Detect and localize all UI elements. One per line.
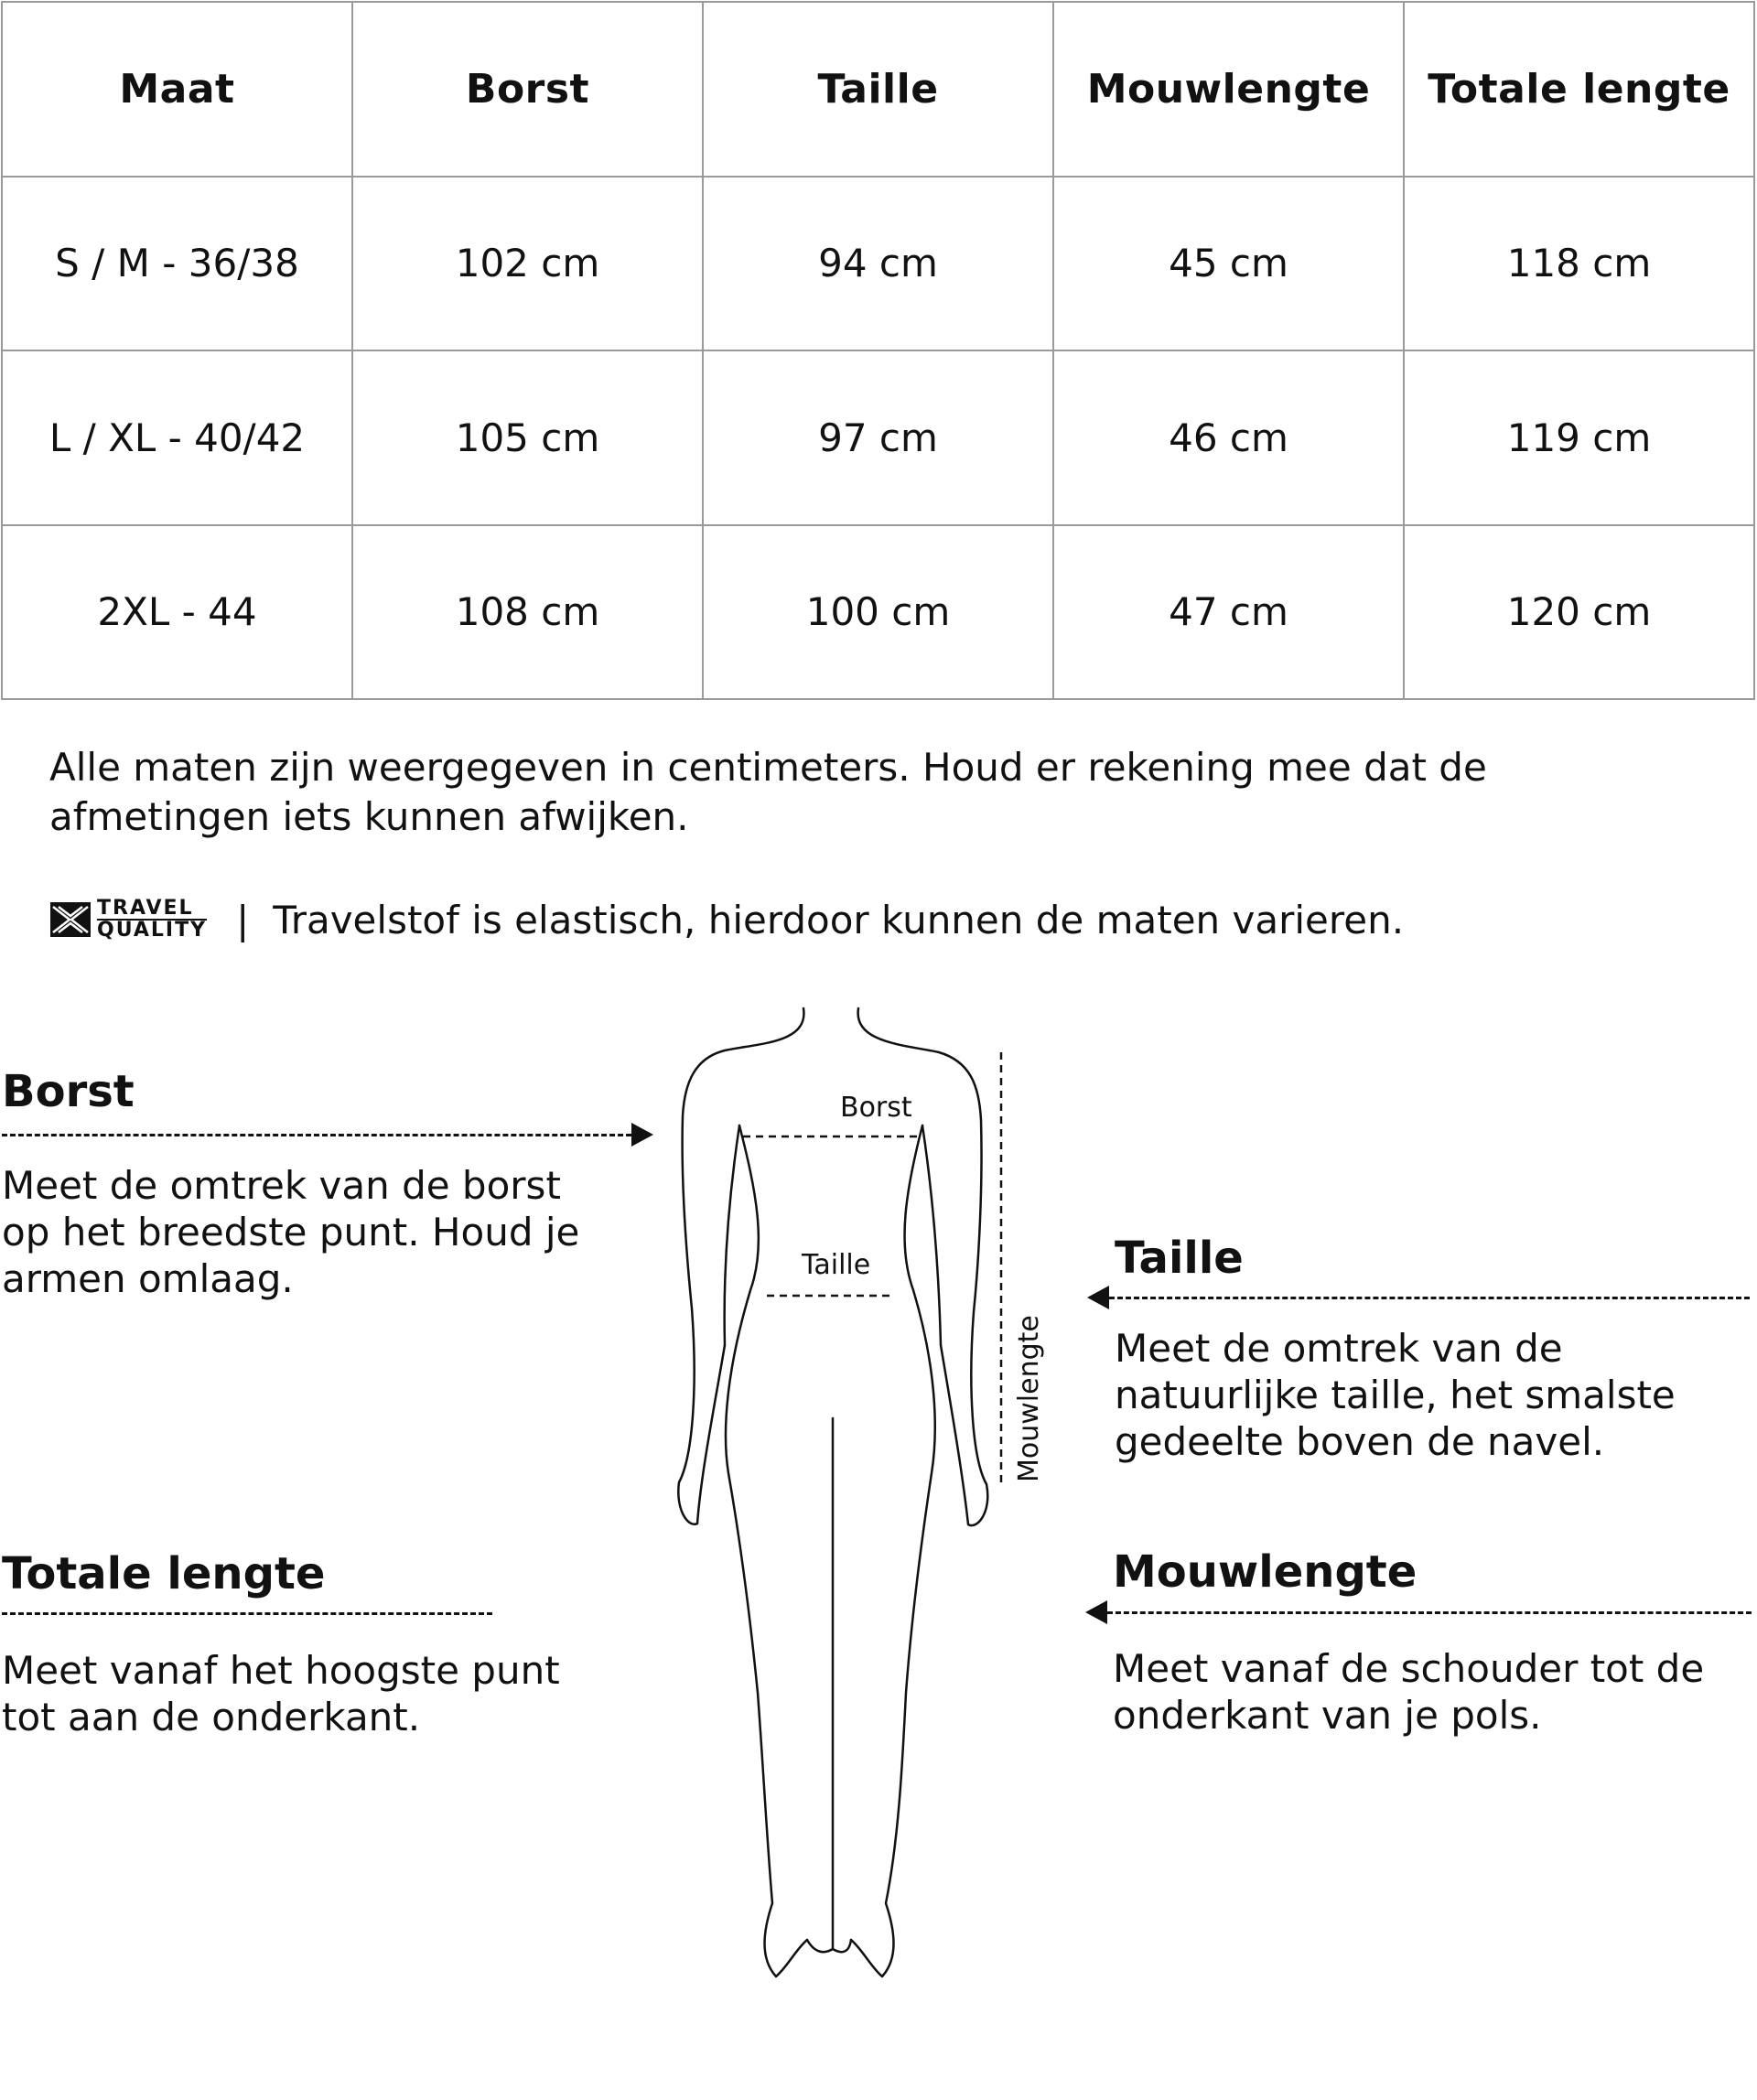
header-totale-lengte: Totale lengte — [1404, 2, 1754, 177]
taille-desc-line: gedeelte boven de navel. — [1115, 1419, 1605, 1464]
travel-quality-row — [49, 892, 1404, 947]
figure-label-mouwlengte: Mouwlengte — [1013, 1315, 1045, 1482]
borst-description — [2, 1162, 579, 1302]
cell-maat: L / XL - 40/42 — [2, 350, 352, 525]
header-taille: Taille — [703, 2, 1053, 177]
figure-label-borst: Borst — [840, 1092, 912, 1124]
cell-taille: 100 cm — [703, 525, 1053, 700]
totale-lengte-description — [2, 1647, 560, 1740]
taille-dashed-line — [1109, 1297, 1750, 1299]
figure-inner-arm-right — [922, 1125, 941, 1345]
travel-separator: | — [236, 897, 250, 942]
taille-description — [1115, 1325, 1676, 1465]
cell-mouwlengte: 45 cm — [1053, 177, 1404, 351]
borst-desc-line: armen omlaag. — [2, 1256, 294, 1301]
cell-borst: 105 cm — [352, 350, 703, 525]
cell-totale-lengte: 119 cm — [1404, 350, 1754, 525]
taille-title: Taille — [1115, 1233, 1244, 1284]
borst-title: Borst — [2, 1066, 135, 1117]
mouwlengte-desc-line: Meet vanaf de schouder tot de — [1113, 1646, 1705, 1691]
cell-mouwlengte: 46 cm — [1053, 350, 1404, 525]
cell-totale-lengte: 118 cm — [1404, 177, 1754, 351]
taille-arrow-icon — [1087, 1286, 1109, 1309]
totale-lengte-desc-line: Meet vanaf het hoogste punt — [2, 1648, 560, 1693]
header-borst: Borst — [352, 2, 703, 177]
travel-quality-logo — [49, 899, 207, 941]
mouwlengte-title: Mouwlengte — [1113, 1546, 1417, 1598]
cell-borst: 108 cm — [352, 525, 703, 700]
figure-label-taille: Taille — [802, 1249, 871, 1281]
logo-line-travel: TRAVEL — [97, 899, 207, 921]
figure-leg-divider — [807, 1418, 851, 1952]
table-row — [2, 525, 1754, 700]
header-mouwlengte: Mouwlengte — [1053, 2, 1404, 177]
table-row — [2, 177, 1754, 351]
table-row — [2, 350, 1754, 525]
figure-inner-arm-left — [725, 1125, 739, 1345]
cell-maat: 2XL - 44 — [2, 525, 352, 700]
cell-maat: S / M - 36/38 — [2, 177, 352, 351]
travel-quality-logo-text — [97, 899, 207, 941]
body-figure — [641, 997, 1080, 2059]
travel-quality-logo-icon — [49, 901, 92, 938]
cell-borst: 102 cm — [352, 177, 703, 351]
totale-lengte-desc-line: tot aan de onderkant. — [2, 1695, 421, 1739]
figure-outline-right — [858, 1008, 988, 1525]
borst-dashed-line — [2, 1134, 631, 1136]
cell-taille: 94 cm — [703, 177, 1053, 351]
totale-lengte-dashed-line — [2, 1612, 492, 1615]
taille-desc-line: Meet de omtrek van de — [1115, 1326, 1563, 1371]
mouwlengte-desc-line: onderkant van je pols. — [1113, 1693, 1542, 1738]
header-maat: Maat — [2, 2, 352, 177]
size-table — [1, 1, 1755, 700]
figure-outline-left — [678, 1008, 803, 1524]
mouwlengte-dashed-line — [1107, 1611, 1752, 1614]
mouwlengte-arrow-icon — [1085, 1600, 1107, 1624]
figure-torso-left — [726, 1125, 807, 1976]
borst-desc-line: op het breedste punt. Houd je — [2, 1210, 580, 1255]
table-header-row — [2, 2, 1754, 177]
travel-fabric-note: Travelstof is elastisch, hierdoor kunnen de maten varieren. — [273, 897, 1405, 942]
cell-mouwlengte: 47 cm — [1053, 525, 1404, 700]
cell-taille: 97 cm — [703, 350, 1053, 525]
cell-totale-lengte: 120 cm — [1404, 525, 1754, 700]
measurement-note: Alle maten zijn weergegeven in centimeters. Houd er rekening mee dat de afmetingen iets kunnen afwijken. — [49, 745, 1487, 839]
mouwlengte-description — [1113, 1645, 1704, 1739]
logo-line-quality: QUALITY — [97, 919, 208, 942]
taille-desc-line: natuurlijke taille, het smalste — [1115, 1373, 1676, 1417]
borst-desc-line: Meet de omtrek van de borst — [2, 1163, 561, 1208]
totale-lengte-title: Totale lengte — [2, 1548, 326, 1599]
